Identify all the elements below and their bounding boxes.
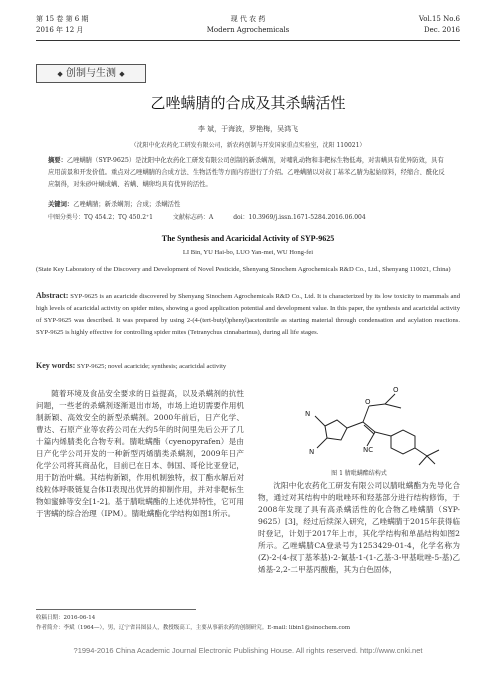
affiliation-en: (State Key Laboratory of the Discovery and Development of Novel Pesticide, Shenyang Sinochem Agrochemicals R&D Co., Ltd., Shenyang 110021, China) — [36, 266, 451, 273]
article-title-en: The Synthesis and Acaricidal Activity of SYP-9625 — [161, 234, 335, 243]
doi: doi：10.3969/j.issn.1671-5284.2016.06.004 — [233, 214, 366, 221]
svg-text:N: N — [305, 410, 311, 418]
body-left-column: 随着环境及食品安全要求的日益提高，以及杀螨剂的抗性问题，一些老的杀螨剂逐渐退出市场，市场上迫切需要作用机制新颖、高效安全的新型杀螨剂。2000年前后，日产化学、曹达、石原产业等农药公司在大约5年的时间里先后公开了几十篇内烯腈类化合物专利。腈吡螨酯（cyenopyrafen）是由日产化学公司开发的一种新型丙烯腈类杀螨剂，2009年日产化学公司将其商品化，目前已在日本、韩国、哥伦比亚登记，用于防治叶螨。其结构新颖，作用机制独特，叔丁酯水解后对线粒体呼吸链复合体II表现出优异的抑制作用，并对非靶标生物如蜜蜂等安全[1-2]。基于腈吡螨酯的上述优异特性，它可用于害螨的综合治理（IPM）。腈吡螨酯化学结构如图1所示。 — [36, 389, 244, 518]
keywords-cn — [48, 199, 180, 208]
authors-en: LI Bin, YU Hai-bo, LUO Yan-mei, WU Hong-fei — [182, 249, 314, 256]
abstract-label-cn: 摘要： — [48, 157, 67, 164]
benzene-ring — [391, 430, 415, 454]
affiliation-cn: （沈阳中化农药化工研发有限公司，新农药创制与开发国家重点实验室，沈阳 110021） — [130, 142, 366, 149]
keywords-text-cn: 乙唑螨腈；新杀螨剂；合成；杀螨活性 — [73, 201, 181, 208]
document-code: 文献标志码：A — [172, 214, 214, 221]
clc-number: 中图分类号：TQ 454.2；TQ 450.2⁺1 — [48, 214, 153, 221]
section-label: 创制与生测 — [66, 68, 116, 79]
chemical-structure-figure — [285, 386, 455, 466]
svg-text:N: N — [309, 448, 315, 456]
header-rule — [36, 40, 460, 41]
issue-date-en: Dec. 2016 — [424, 26, 460, 34]
volume-issue-en: Vol.15 No.6 — [418, 15, 460, 23]
figure-caption: 图 1 腈吡螨酯结构式 — [331, 470, 387, 477]
diamond-icon: ◆ — [119, 70, 125, 78]
abstract-label-en: Abstract: — [36, 291, 69, 300]
volume-issue: 第 15 卷 第 6 期 — [36, 15, 89, 23]
svg-text:NC: NC — [363, 446, 374, 454]
abstract-text-cn: 乙唑螨腈（SYP-9625）是沈阳中化农药化工研发有限公司创制的新杀螨剂，对哺乳动物和非靶标生物低毒，对害螨具有优异防效，具有应用前景和开发价值。重点对乙唑螨腈的合成方法、生物活性等方面内容进行了介绍。乙唑螨腈以对叔丁基苯乙腈为起始原料，经缩合、酰化反应制得，对朱砂叶螨成螨、若螨、螨卵均具有优异的活性。 — [48, 157, 445, 188]
keywords-en — [36, 361, 460, 370]
journal-name-cn: 现 代 农 药 — [230, 15, 266, 23]
footnote-received: 收稿日期：2016-06-14 — [36, 615, 96, 621]
diamond-icon: ◆ — [57, 70, 63, 78]
svg-text:O: O — [365, 398, 371, 406]
authors-cn: 李 斌，于海波，罗艳梅，吴鸿飞 — [197, 125, 299, 133]
pyrazole-ring — [325, 420, 347, 440]
running-header — [36, 14, 460, 40]
header-right — [419, 14, 460, 36]
keywords-label-cn: 关键词： — [48, 201, 74, 208]
classification-line — [48, 212, 384, 221]
footnote-rule — [36, 609, 196, 610]
footnote-author: 作者简介：李斌（1964—），男，辽宁省昌图县人，教授级高工，主要从事新农药的创制研究。E-mail: libin1@sinochem.com — [36, 625, 351, 631]
svg-text:O: O — [393, 386, 399, 394]
copyright-footer: ?1994-2016 China Academic Journal Electronic Publishing House. All rights reserved. http://www.cnki.net — [73, 646, 423, 655]
keywords-text-en: SYP-9625; novel acaricide; synthesis; acaricidal activity — [76, 363, 227, 370]
journal-name-en: Modern Agrochemicals — [206, 26, 290, 34]
abstract-en — [36, 290, 460, 339]
abstract-text-en: SYP-9625 is an acaricide discovered by Shenyang Sinochem Agrochemicals R&D Co., Ltd. It is characterized by its low toxicity to mammals and high levels of acaricidal activity on spider mites, showing a good application potential and development value. In this paper, the synthesis and acaricidal activity of SYP-9625 was described. It was prepared by using 2-(4-(tert-butyl)phenyl)acetonitrile as starting material through condensation and acylation reactions. SYP-9625 is highly effective for controlling spider mites (Tetranychus cinnabarinus), during all life stages. — [36, 293, 460, 336]
abstract-cn — [48, 155, 448, 191]
header-center — [36, 14, 460, 36]
issue-date-cn: 2016 年 12 月 — [36, 26, 84, 34]
article-title-cn: 乙唑螨腈的合成及其杀螨活性 — [150, 94, 346, 112]
keywords-label-en: Key words: — [36, 361, 76, 370]
body-right-column: 沈阳中化农药化工研发有限公司以腈吡螨酯为先导化合物，通过对其结构中的吡唑环和羟基部分进行结构修饰，于2008年发现了具有高杀螨活性的化合物乙唑螨腈（SYP-9625）[3]，经过后续深入研究，乙唑螨腈于2015年获得临时登记，计划于2017年上市，其化学结构和单晶结构如图2所示。乙唑螨腈CA登录号为1253429-01-4，化学名称为(Z)-2-(4-叔丁基苯基)-2-氰基-1-(1-乙基-3-甲基吡唑-5-基)乙烯基-2,2-二甲基丙酸酯，其为白色固体， — [258, 481, 460, 574]
section-tag — [36, 64, 146, 83]
